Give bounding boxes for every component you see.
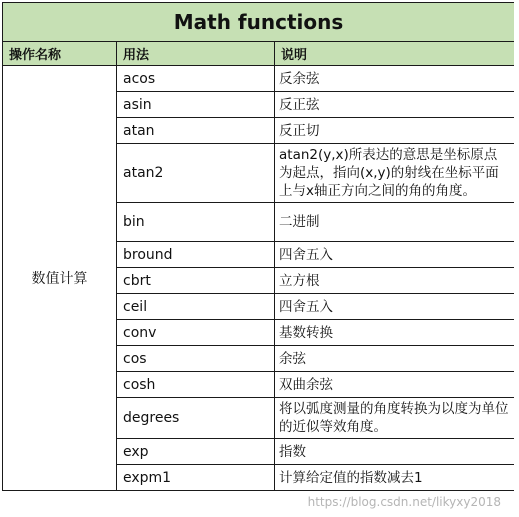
title-row	[3, 3, 515, 42]
function-name: cbrt	[117, 268, 275, 294]
function-description: 基数转换	[275, 320, 515, 346]
function-description: 二进制	[275, 203, 515, 242]
function-name: exp	[117, 439, 275, 465]
table-title: Math functions	[3, 3, 515, 42]
category-cell: 数值计算	[3, 66, 117, 491]
table-row	[3, 66, 515, 92]
math-functions-table	[2, 2, 514, 491]
watermark-text: https://blog.csdn.net/likyxy2018	[307, 495, 501, 509]
function-name: cos	[117, 346, 275, 372]
function-name: ceil	[117, 294, 275, 320]
function-name: acos	[117, 66, 275, 92]
function-name: expm1	[117, 465, 275, 491]
function-description: 反余弦	[275, 66, 515, 92]
function-name: atan2	[117, 144, 275, 203]
header-category: 操作名称	[3, 42, 117, 66]
function-description: 计算给定值的指数减去1	[275, 465, 515, 491]
function-name: asin	[117, 92, 275, 118]
function-description: atan2(y,x)所表达的意思是坐标原点为起点，指向(x,y)的射线在坐标平面上与x轴正方向之间的角的角度。	[275, 144, 515, 203]
function-description: 立方根	[275, 268, 515, 294]
function-name: bin	[117, 203, 275, 242]
function-name: conv	[117, 320, 275, 346]
function-description: 将以弧度测量的角度转换为以度为单位的近似等效角度。	[275, 398, 515, 439]
header-row	[3, 42, 515, 66]
function-description: 反正切	[275, 118, 515, 144]
header-usage: 用法	[117, 42, 275, 66]
function-description: 余弦	[275, 346, 515, 372]
function-description: 反正弦	[275, 92, 515, 118]
function-description: 四舍五入	[275, 294, 515, 320]
function-description: 四舍五入	[275, 242, 515, 268]
function-description: 双曲余弦	[275, 372, 515, 398]
function-name: degrees	[117, 398, 275, 439]
header-description: 说明	[275, 42, 515, 66]
function-name: cosh	[117, 372, 275, 398]
function-name: bround	[117, 242, 275, 268]
math-functions-table-container	[2, 2, 514, 517]
function-name: atan	[117, 118, 275, 144]
function-description: 指数	[275, 439, 515, 465]
